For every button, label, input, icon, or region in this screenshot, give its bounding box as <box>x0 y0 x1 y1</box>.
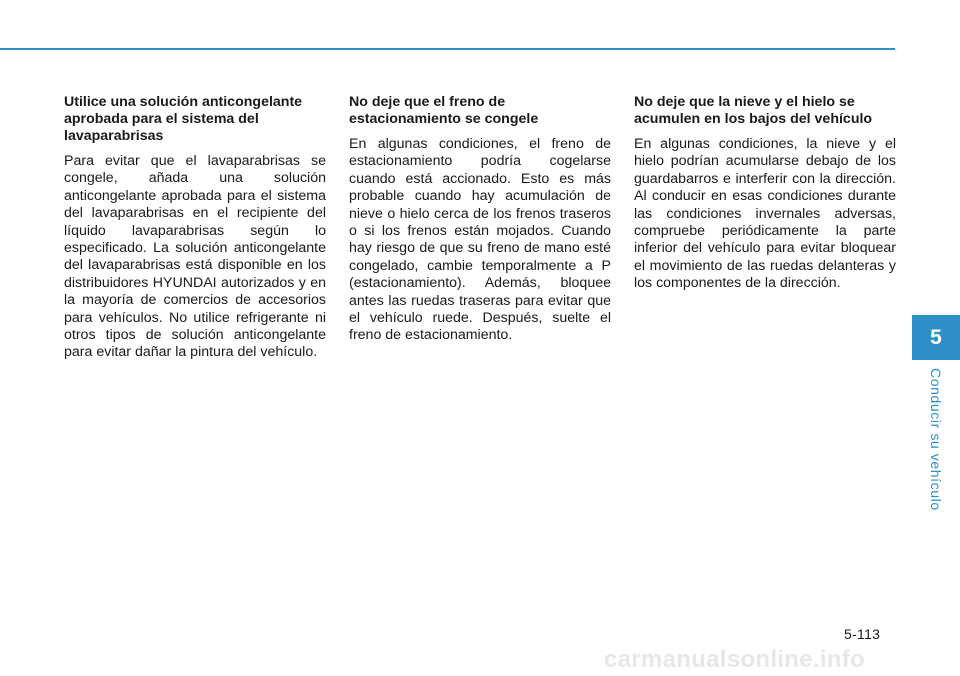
chapter-title-text: Conducir su vehículo <box>928 368 944 511</box>
section-heading: No deje que la nieve y el hielo se acumulen en los bajos del vehículo <box>634 94 873 127</box>
section-body: En algunas condiciones, la nieve y el hielo podrían acumularse debajo de los guardabarros e interferir con la dirección. Al conducir en esas condiciones durante las condiciones invernales adversas, compruebe periódicamente la parte inferior del vehículo para evitar bloquear el movimiento de las ruedas delanteras y los componentes de la dirección. <box>634 136 896 292</box>
section-body: Para evitar que el lavaparabrisas se congele, añada una solución anticongelante aprobada para el sistema del lavaparabrisas en el recipiente del líquido lavaparabrisas según lo especificado. La solución anticongelante del lavaparabrisas está disponible en los distribuidores HYUNDAI autorizados y en la mayoría de comercios de accesorios para vehículos. No utilice refrigerante ni otros tipos de solución anticongelante para evitar dañar la pintura del vehículo. <box>64 153 326 361</box>
section-body: En algunas condiciones, el freno de estacionamiento podría cogelarse cuando está accionado. Esto es más probable cuando hay acumulación de nieve o hielo cerca de los frenos traseros o si los frenos están mojados. Cuando hay riesgo de que su freno de mano esté congelado, cambie temporalmente a P (estacionamiento). Además, bloquee antes las ruedas traseras para evitar que el vehículo ruede. Después, suelte el freno de estacionamiento. <box>349 136 611 344</box>
section-washer-antifreeze <box>64 94 326 362</box>
watermark: carmanualsonline.info <box>604 646 866 673</box>
section-heading: No deje que el freno de estacionamiento se congele <box>349 94 539 127</box>
chapter-number-tab: 5 <box>912 315 960 360</box>
header-rule <box>0 48 895 50</box>
page-number: 5-113 <box>844 626 881 642</box>
section-parking-brake <box>349 94 611 345</box>
section-heading: Utilice una solución anticongelante aprobada para el sistema del lavaparabrisas <box>64 94 303 144</box>
section-snow-ice <box>634 94 896 293</box>
